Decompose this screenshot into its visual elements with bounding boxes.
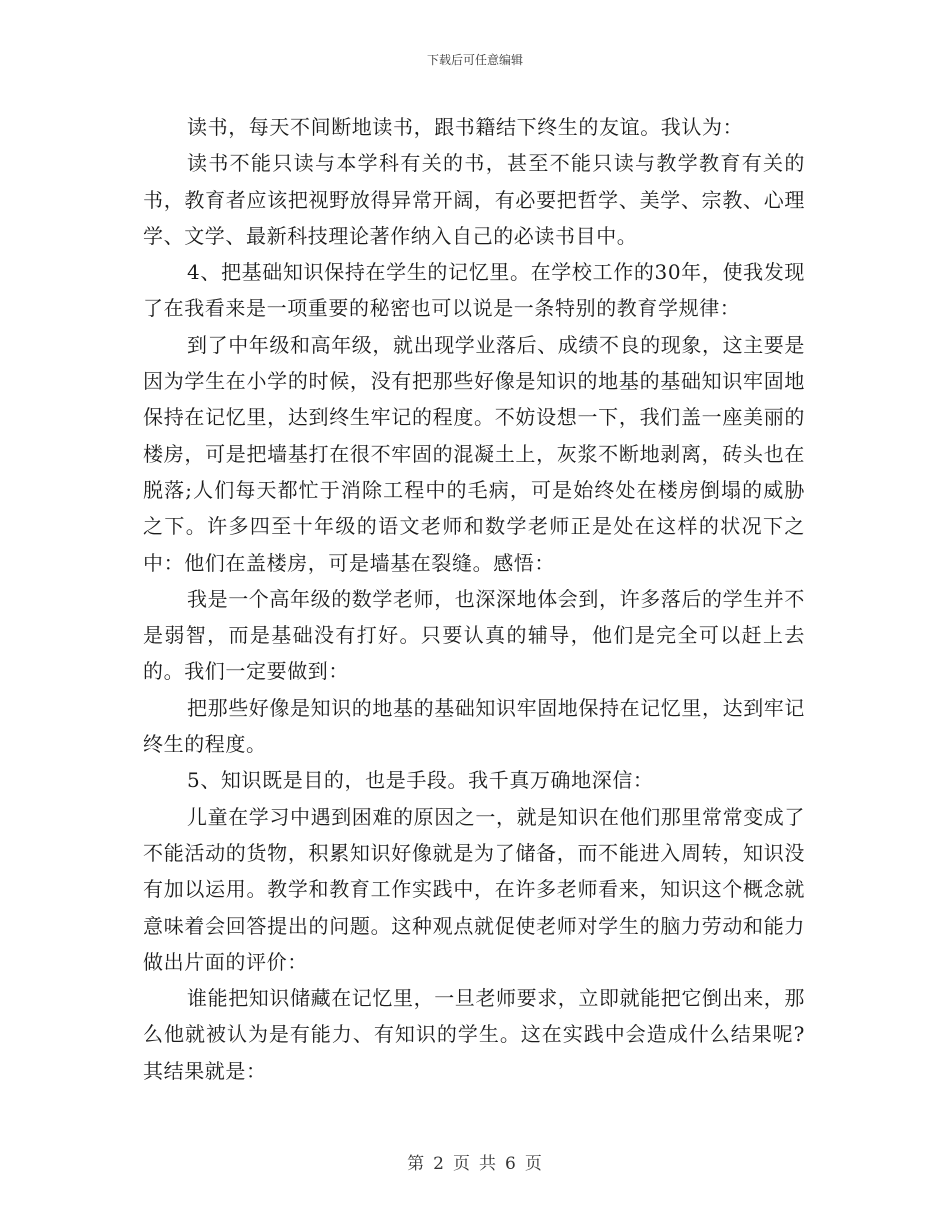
- footer-suffix: 页: [524, 1154, 543, 1174]
- paragraph: 谁能把知识储藏在记忆里，一旦老师要求，立即就能把它倒出来，那么他就被认为是有能力、有知识的学生。这在实践中会造成什么结果呢?其结果就是：: [143, 986, 805, 1083]
- paragraph: 我是一个高年级的数学老师，也深深地体会到，许多落后的学生并不是弱智，而是基础没有打好。只要认真的辅导，他们是完全可以赶上去的。我们一定要做到：: [143, 586, 805, 684]
- paragraph: 5、知识既是目的，也是手段。我千真万确地深信：: [187, 768, 654, 793]
- paragraph: 读书不能只读与本学科有关的书，甚至不能只读与教学教育有关的书，教育者应该把视野放得异常开阔，有必要把哲学、美学、宗教、心理学、文学、最新科技理论著作纳入自己的必读书目中。: [143, 151, 805, 248]
- page-number-footer: [0, 1153, 950, 1175]
- paragraph: 儿童在学习中遇到困难的原因之一，就是知识在他们那里常常变成了不能活动的货物，积累知识好像就是为了储备，而不能进入周转，知识没有加以运用。教学和教育工作实践中，在许多老师看来，知识这个概念就意味着会回答提出的问题。这种观点就促使老师对学生的脑力劳动和能力做出片面的评价：: [143, 804, 805, 974]
- page-header-note: 下载后可任意编辑: [426, 53, 523, 67]
- current-page-number: 2: [433, 1154, 445, 1174]
- document-body: [143, 109, 805, 1089]
- footer-page-word: 页: [453, 1154, 471, 1174]
- paragraph: 到了中年级和高年级，就出现学业落后、成绩不良的现象，这主要是因为学生在小学的时候，没有把那些好像是知识的地基的基础知识牢固地保持在记忆里，达到终生牢记的程度。不妨设想一下，我们盖一座美丽的楼房，可是把墙基打在很不牢固的混凝土上，灰浆不断地剥离，砖头也在脱落;人们每天都忙于消除工程中的毛病，可是始终处在楼房倒塌的威胁之下。许多四至十年级的语文老师和数学老师正是处在这样的状况下之中：他们在盖楼房，可是墙基在裂缝。感悟：: [143, 332, 806, 575]
- paragraph: 把那些好像是知识的地基的基础知识牢固地保持在记忆里，达到牢记终生的程度。: [143, 695, 805, 757]
- footer-prefix: 第: [407, 1154, 426, 1174]
- paragraph: 读书，每天不间断地读书，跟书籍结下终生的友谊。我认为：: [187, 115, 744, 139]
- paragraph: 4、把基础知识保持在学生的记忆里。在学校工作的30年，使我发现了在我看来是一项重要的秘密也可以说是一条特别的教育学规律：: [143, 260, 805, 321]
- footer-total-prefix: 共: [479, 1154, 497, 1174]
- total-pages-number: 6: [505, 1154, 517, 1174]
